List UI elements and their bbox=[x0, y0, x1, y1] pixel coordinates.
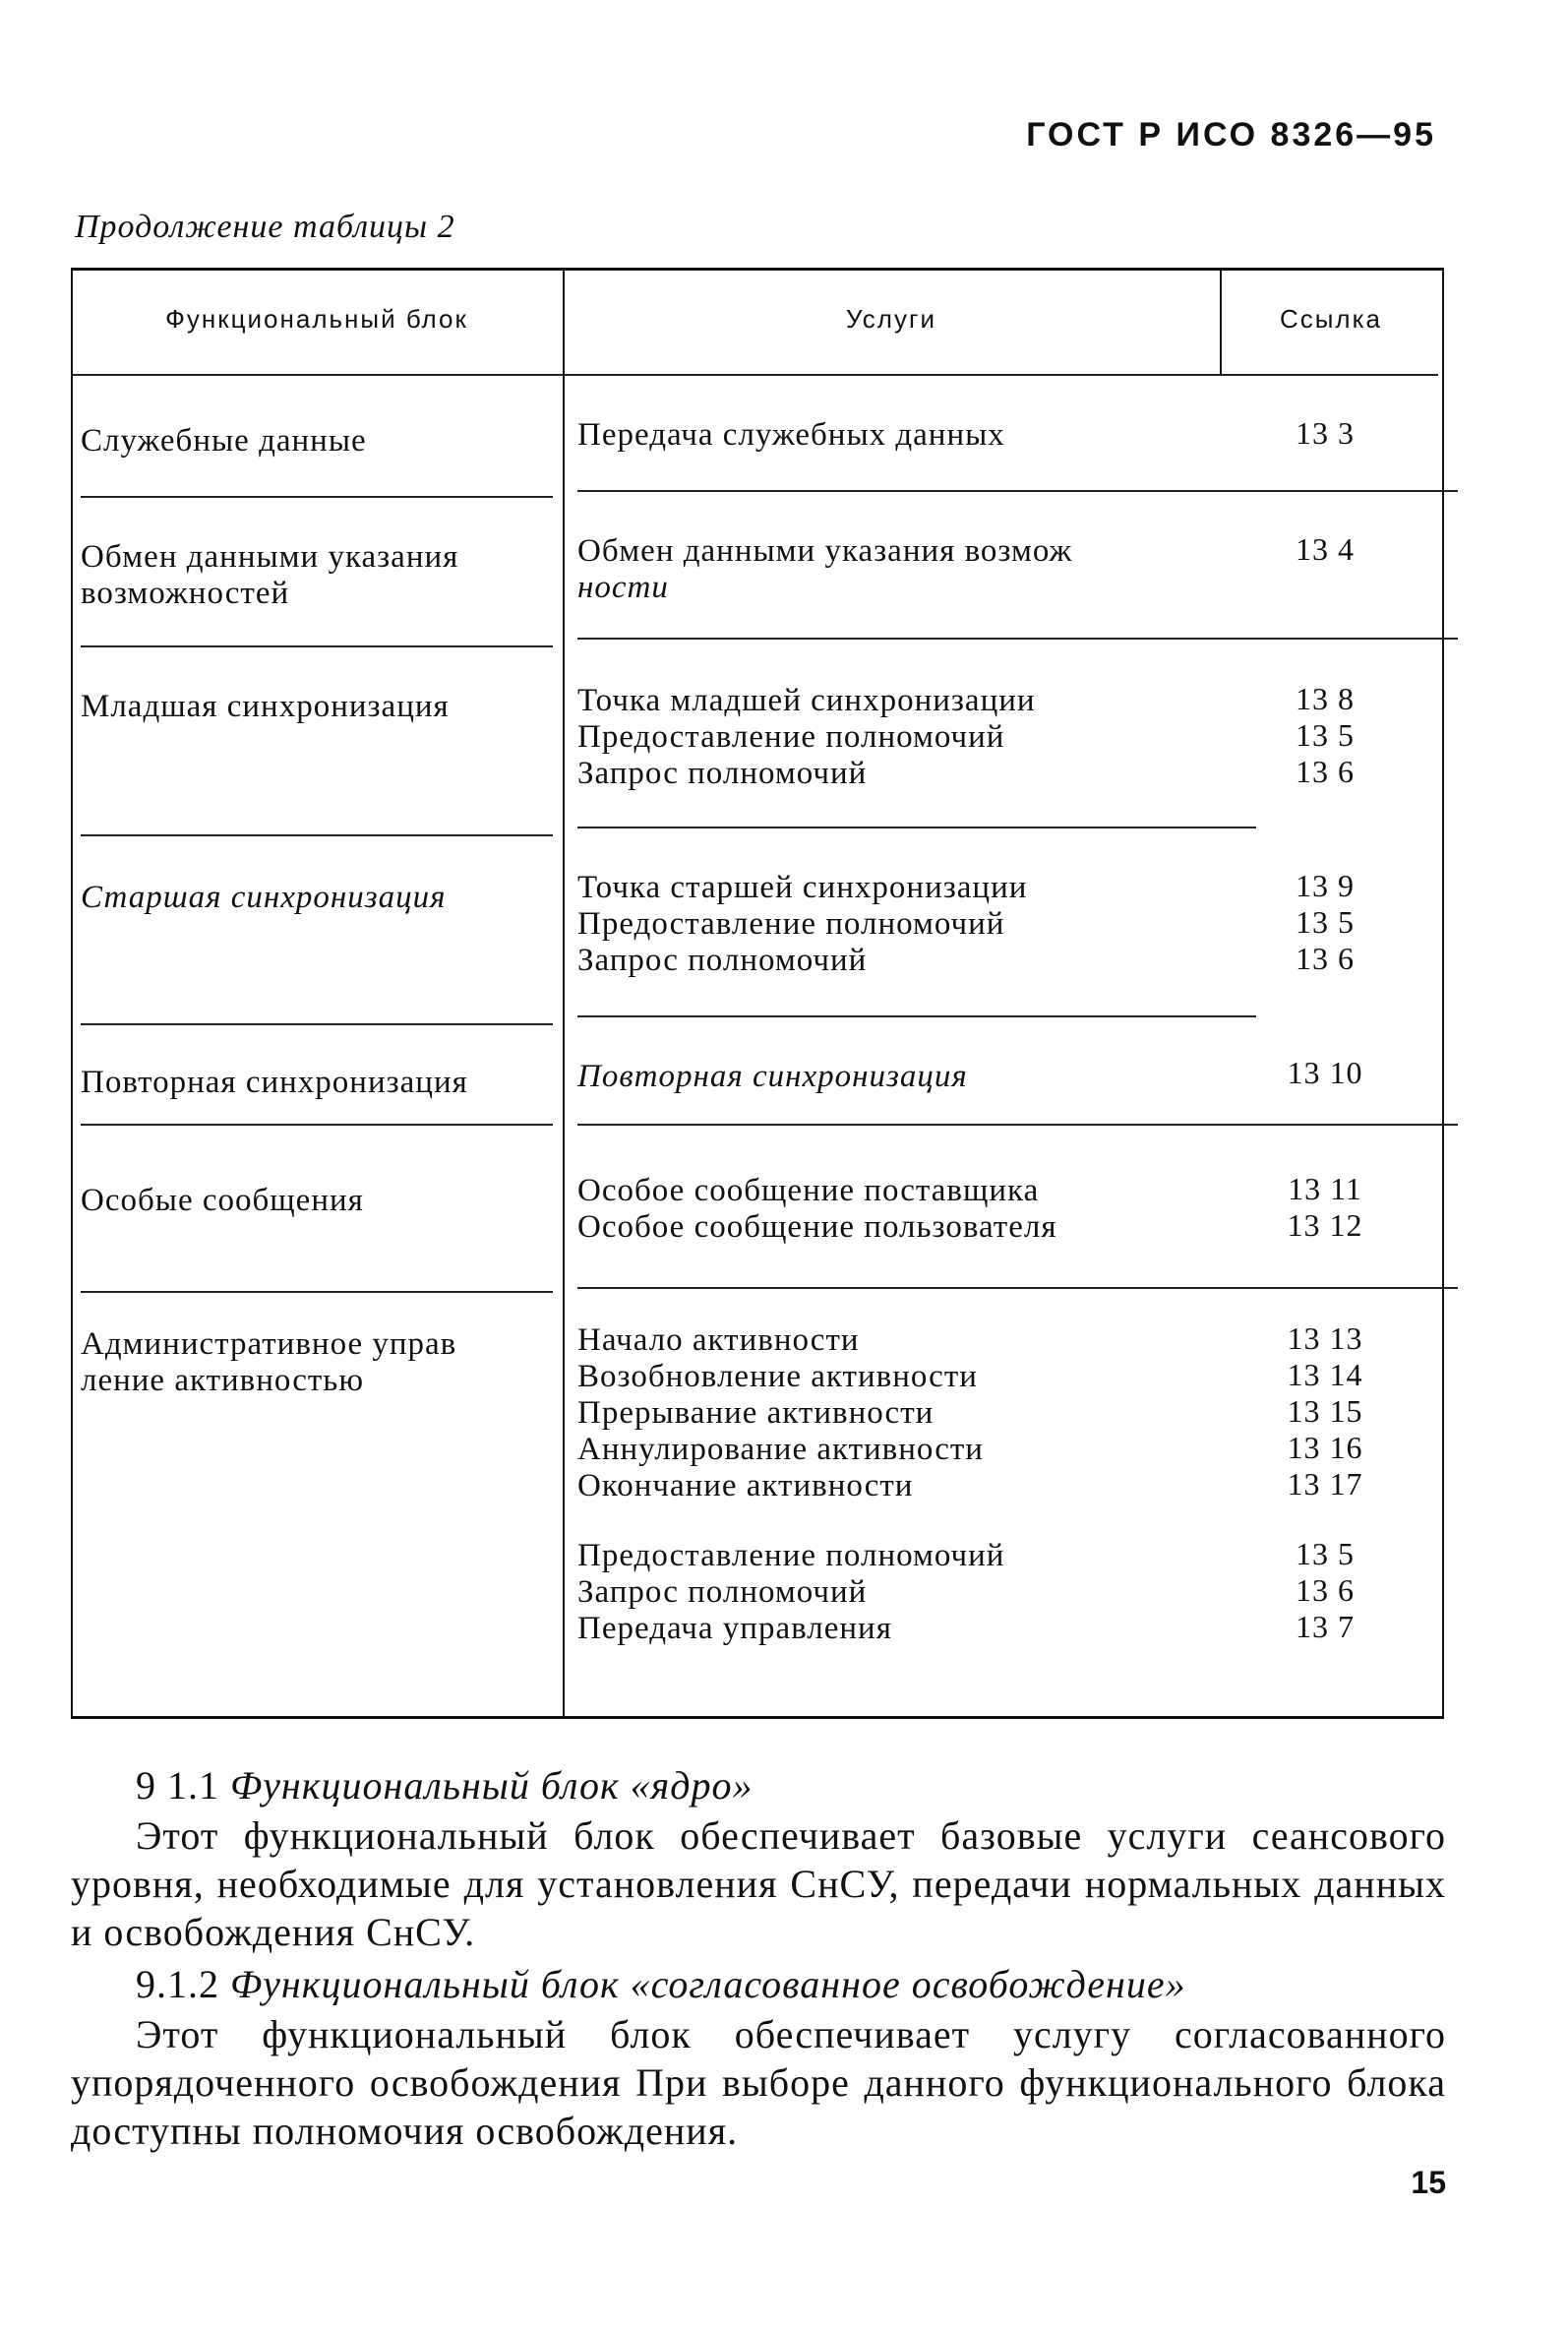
function-label: возможностей bbox=[81, 576, 290, 611]
row-separator bbox=[81, 834, 553, 836]
reference-value: 13 9 bbox=[1296, 868, 1355, 903]
section-paragraph: Этот функциональный блок обеспечивает базовые услуги сеансового уровня, необходимые для установления СнСУ, передачи нормальных данных и освобождения СнСУ. bbox=[71, 1813, 1446, 1954]
section-title: Функциональный блок «согласованное освобождение» bbox=[230, 1962, 1186, 2006]
services-table bbox=[71, 268, 1444, 1719]
service-label: Запрос полномочий bbox=[577, 1574, 868, 1610]
service-label: Начало активности bbox=[577, 1322, 860, 1358]
page-number: 15 bbox=[1411, 2165, 1446, 2200]
row-separator bbox=[81, 1124, 553, 1126]
service-label: Особое сообщение пользователя bbox=[577, 1209, 1057, 1245]
reference-value: 13 6 bbox=[1296, 1572, 1355, 1608]
table-row-refs bbox=[1212, 1171, 1438, 1244]
row-separator bbox=[577, 827, 1256, 828]
reference-value: 13 5 bbox=[1296, 1536, 1355, 1571]
column-header-function: Функциональный блок bbox=[165, 303, 468, 334]
table-row-refs bbox=[1212, 681, 1438, 790]
function-label: Административное управ bbox=[81, 1326, 457, 1362]
service-label: Точка младшей синхронизации bbox=[577, 683, 1036, 718]
reference-value: 13 6 bbox=[1296, 754, 1355, 789]
function-label: Служебные данные bbox=[81, 423, 367, 459]
reference-value: 13 12 bbox=[1287, 1207, 1363, 1243]
reference-group-gap bbox=[1212, 1502, 1438, 1536]
row-separator bbox=[81, 496, 553, 498]
function-label: ление активностью bbox=[81, 1363, 364, 1398]
service-label: Предоставление полномочий bbox=[577, 719, 1005, 755]
row-separator bbox=[81, 645, 553, 647]
table-row-function bbox=[81, 539, 553, 612]
function-label: Обмен данными указания bbox=[81, 539, 459, 575]
table-row-refs bbox=[1212, 868, 1438, 977]
service-label: ности bbox=[577, 570, 669, 605]
function-label: Особые сообщения bbox=[81, 1183, 364, 1218]
row-separator bbox=[577, 1287, 1458, 1289]
reference-value: 13 7 bbox=[1296, 1609, 1355, 1644]
document-id: ГОСТ Р ИСО 8326—95 bbox=[1026, 116, 1436, 153]
table-row-services bbox=[577, 1059, 1276, 1095]
reference-value: 13 13 bbox=[1287, 1320, 1363, 1356]
service-label: Передача управления bbox=[577, 1611, 892, 1646]
service-group-gap bbox=[577, 1504, 1276, 1538]
table-row-refs bbox=[1212, 1320, 1438, 1645]
reference-value: 13 11 bbox=[1288, 1171, 1362, 1206]
function-label: Повторная синхронизация bbox=[81, 1065, 468, 1100]
row-separator bbox=[577, 1124, 1458, 1126]
table-row-services bbox=[577, 533, 1276, 606]
service-label: Возобновление активности bbox=[577, 1359, 978, 1394]
reference-value: 13 5 bbox=[1296, 904, 1355, 940]
table-row-function bbox=[81, 1065, 553, 1101]
table-row-function bbox=[81, 1326, 553, 1399]
table-row-function bbox=[81, 423, 553, 460]
service-label: Предоставление полномочий bbox=[577, 1538, 1005, 1573]
table-bottom-rule bbox=[71, 1716, 1444, 1719]
section-number: 9.1.2 bbox=[136, 1962, 219, 2006]
table-right-border bbox=[1442, 268, 1444, 1719]
reference-value: 13 16 bbox=[1287, 1430, 1363, 1465]
service-label: Повторная синхронизация bbox=[577, 1059, 968, 1094]
section-title: Функциональный блок «ядро» bbox=[230, 1763, 754, 1808]
reference-value: 13 6 bbox=[1296, 941, 1355, 976]
reference-value: 13 15 bbox=[1287, 1393, 1363, 1429]
row-separator bbox=[577, 1015, 1256, 1017]
row-separator bbox=[577, 490, 1458, 492]
table-row-services bbox=[577, 1173, 1276, 1246]
section-heading bbox=[71, 1761, 1446, 1809]
service-label: Аннулирование активности bbox=[577, 1432, 984, 1467]
table-row-refs bbox=[1212, 1055, 1438, 1091]
reference-value: 13 17 bbox=[1287, 1466, 1363, 1502]
row-separator bbox=[577, 638, 1458, 640]
table-row-services bbox=[577, 417, 1276, 454]
service-label: Предоставление полномочий bbox=[577, 906, 1005, 942]
reference-value: 13 8 bbox=[1296, 681, 1355, 716]
service-label: Передача служебных данных bbox=[577, 417, 1005, 453]
table-row-services bbox=[577, 870, 1276, 979]
service-label: Прерывание активности bbox=[577, 1395, 935, 1431]
table-row-function bbox=[81, 1183, 553, 1219]
header-separator bbox=[71, 374, 1438, 376]
column-header-reference: Ссылка bbox=[1279, 303, 1383, 334]
reference-value: 13 4 bbox=[1296, 531, 1355, 567]
function-label: Старшая синхронизация bbox=[81, 880, 447, 915]
row-separator bbox=[81, 1023, 553, 1025]
service-label: Запрос полномочий bbox=[577, 943, 868, 978]
row-separator bbox=[81, 1291, 553, 1293]
table-row-refs bbox=[1212, 531, 1438, 568]
table-row-function bbox=[81, 689, 553, 725]
table-row-services bbox=[577, 683, 1276, 792]
service-label: Окончание активности bbox=[577, 1468, 914, 1503]
table-row-function bbox=[81, 880, 553, 916]
table-row-refs bbox=[1212, 415, 1438, 452]
section-paragraph: Этот функциональный блок обеспечивает услугу согласованного упорядоченного освобождения При выборе данного функционального блока доступны полномочия освобождения. bbox=[71, 2012, 1446, 2153]
column-header-services: Услуги bbox=[846, 303, 936, 334]
reference-value: 13 14 bbox=[1287, 1357, 1363, 1392]
reference-value: 13 5 bbox=[1296, 717, 1355, 753]
service-label: Точка старшей синхронизации bbox=[577, 870, 1028, 905]
service-label: Обмен данными указания возмож bbox=[577, 533, 1073, 569]
table-caption: Продолжение таблицы 2 bbox=[75, 209, 455, 245]
section-number: 9 1.1 bbox=[136, 1763, 219, 1808]
function-label: Младшая синхронизация bbox=[81, 689, 450, 724]
service-label: Запрос полномочий bbox=[577, 756, 868, 791]
reference-value: 13 10 bbox=[1287, 1055, 1363, 1090]
table-left-border bbox=[71, 268, 73, 1719]
reference-value: 13 3 bbox=[1296, 415, 1355, 451]
table-row-services bbox=[577, 1322, 1276, 1647]
service-label: Особое сообщение поставщика bbox=[577, 1173, 1040, 1208]
section-heading bbox=[71, 1960, 1446, 2008]
table-col-divider-1 bbox=[563, 268, 565, 1719]
